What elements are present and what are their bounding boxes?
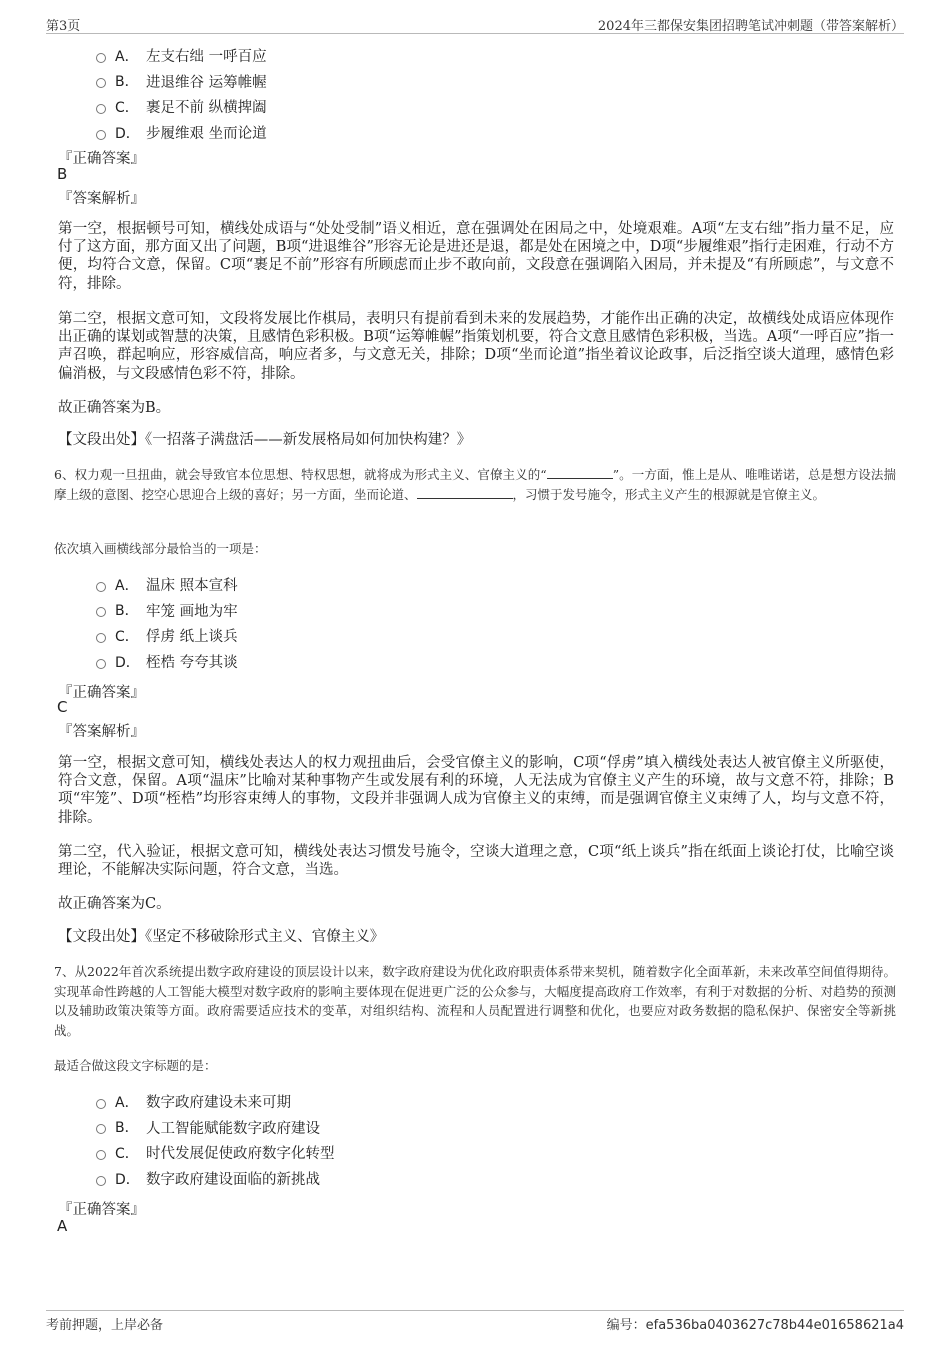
footer-slogan: 考前押题，上岸必备 [46,1318,164,1333]
q6-option-b[interactable]: B． 牢笼 画地为牢 [96,598,238,624]
q5-analysis-1: 第一空，根据顿号可知，横线处成语与“处处受制”语义相近，意在强调处在困局之中，处境艰难。A项“左支右绌”指力量不足，应付了这方面，那方面又出了问题，B项“进退维谷”形容无论是进还是退，都是处在困境之中，D项“步履维艰”指行走困难，行动不方便，均符合文意，保留。C项“裹足不前”形容有所顾虑而止步不敢向前，文段意在强调陷入困局，并未提及“有所顾虑”，与文意不符，排除。 [58,221,894,292]
q7-stem: 7、从2022年首次系统提出数字政府建设的顶层设计以来，数字政府建设为优化政府职责体系带来契机，随着数字化全面革新，未来改革空间值得期待。实现革命性跨越的人工智能大模型对数字政府的影响主要体现在促进更广泛的公众参与，大幅度提高政府工作效率，有利于对数据的分析、对趋势的预测以及辅助政策决策等方面。政府需要适应技术的变革，对组织结构、流程和人员配置进行调整和优化，也要应对政务数据的隐私保护、保密安全等新挑战。 [54,964,896,1038]
q5-option-c[interactable]: C． 裹足不前 纵横捭阖 [96,94,267,120]
q6-analysis-1: 第一空，根据文意可知，横线处表达人的权力观扭曲后，会受官僚主义的影响，C项“俘虏”填入横线处表达人被官僚主义所驱使，符合文意，保留。A项“温床”比喻对某种事物产生或发展有利的环境，人无法成为官僚主义产生的环境，故与文意不符，排除；B项“牢笼”、D项“桎梏”均形容束缚人的事物，文段并非强调人成为官僚主义的束缚，而是强调官僚主义束缚了人，均与文意不符，排除。 [58,755,894,826]
page-header [46,14,904,34]
q6-answer-label: 『正确答案』 [58,685,145,701]
footer-code: 编号：efa536ba0403627c78b44e01658621a4 [606,1318,904,1333]
q7-options [96,1089,335,1191]
q6-option-a[interactable]: A． 温床 照本宣科 [96,572,238,598]
q6-source: 【文段出处】《坚定不移破除形式主义、官僚主义》 [58,929,385,945]
q5-option-d[interactable]: D． 步履维艰 坐而论道 [96,120,267,146]
radio-icon[interactable] [96,1099,106,1109]
q7-option-a[interactable]: A． 数字政府建设未来可期 [96,1089,335,1115]
q5-options [96,43,267,145]
radio-icon[interactable] [96,1124,106,1134]
q6-analysis-label: 『答案解析』 [58,724,145,740]
q6-option-c[interactable]: C． 俘虏 纸上谈兵 [96,623,238,649]
radio-icon[interactable] [96,104,106,114]
q7-option-c[interactable]: C． 时代发展促使政府数字化转型 [96,1140,335,1166]
q5-conclusion: 故正确答案为B。 [58,400,171,416]
blank-1 [547,467,613,479]
q6-stem: 6、权力观一旦扭曲，就会导致官本位思想、特权思想，就将成为形式主义、官僚主义的“ ”。一方面，惟上是从、唯唯诺诺，总是想方设法揣摩上级的意图、挖空心思迎合上级的喜好；另一方面，坐而论道、 ，习惯于发号施令，形式主义产生的根源就是官僚主义。 [54,467,896,502]
q6-analysis-2: 第二空，代入验证，根据文意可知，横线处表达习惯发号施令，空谈大道理之意，C项“纸上谈兵”指在纸面上谈论打仗，比喻空谈理论，不能解决实际问题，符合文意，当选。 [58,844,894,879]
page-footer [46,1310,904,1333]
q5-source: 【文段出处】《一招落子满盘活——新发展格局如何加快构建？》 [58,432,472,448]
q7-option-b[interactable]: B． 人工智能赋能数字政府建设 [96,1115,335,1141]
q6-answer: C [57,698,68,716]
q6-prompt: 依次填入画横线部分最恰当的一项是： [54,541,267,556]
radio-icon[interactable] [96,78,106,88]
q7-option-d[interactable]: D． 数字政府建设面临的新挑战 [96,1166,335,1192]
radio-icon[interactable] [96,607,106,617]
q5-analysis-2: 第二空，根据文意可知，文段将发展比作棋局，表明只有提前看到未来的发展趋势，才能作出正确的决定，故横线处成语应体现作出正确的谋划或智慧的决策，且感情色彩积极。B项“运筹帷幄”指策划机要，符合文意且感情色彩积极，当选。A项“一呼百应”指一声召唤，群起响应，形容威信高，响应者多，与文意无关，排除；D项“坐而论道”指坐着议论政事，后泛指空谈大道理，感情色彩偏消极，与文段感情色彩不符，排除。 [58,311,894,382]
radio-icon[interactable] [96,53,106,63]
radio-icon[interactable] [96,130,106,140]
q5-option-b[interactable]: B． 进退维谷 运筹帷幄 [96,69,267,95]
q5-answer-label: 『正确答案』 [58,151,145,167]
q5-option-a[interactable]: A． 左支右绌 一呼百应 [96,43,267,69]
q5-answer: B [57,165,68,183]
radio-icon[interactable] [96,633,106,643]
radio-icon[interactable] [96,1176,106,1186]
document-title: 2024年三都保安集团招聘笔试冲刺题（带答案解析） [597,19,904,34]
page-number: 第3页 [46,19,81,34]
radio-icon[interactable] [96,582,106,592]
radio-icon[interactable] [96,1150,106,1160]
q7-answer: A [57,1217,68,1235]
blank-2 [417,487,513,499]
q6-conclusion: 故正确答案为C。 [58,896,171,912]
q6-option-d[interactable]: D． 桎梏 夸夸其谈 [96,649,238,675]
q5-analysis-label: 『答案解析』 [58,191,145,207]
q7-prompt: 最适合做这段文字标题的是： [54,1058,217,1073]
radio-icon[interactable] [96,659,106,669]
q6-options [96,572,238,674]
q7-answer-label: 『正确答案』 [58,1202,145,1218]
